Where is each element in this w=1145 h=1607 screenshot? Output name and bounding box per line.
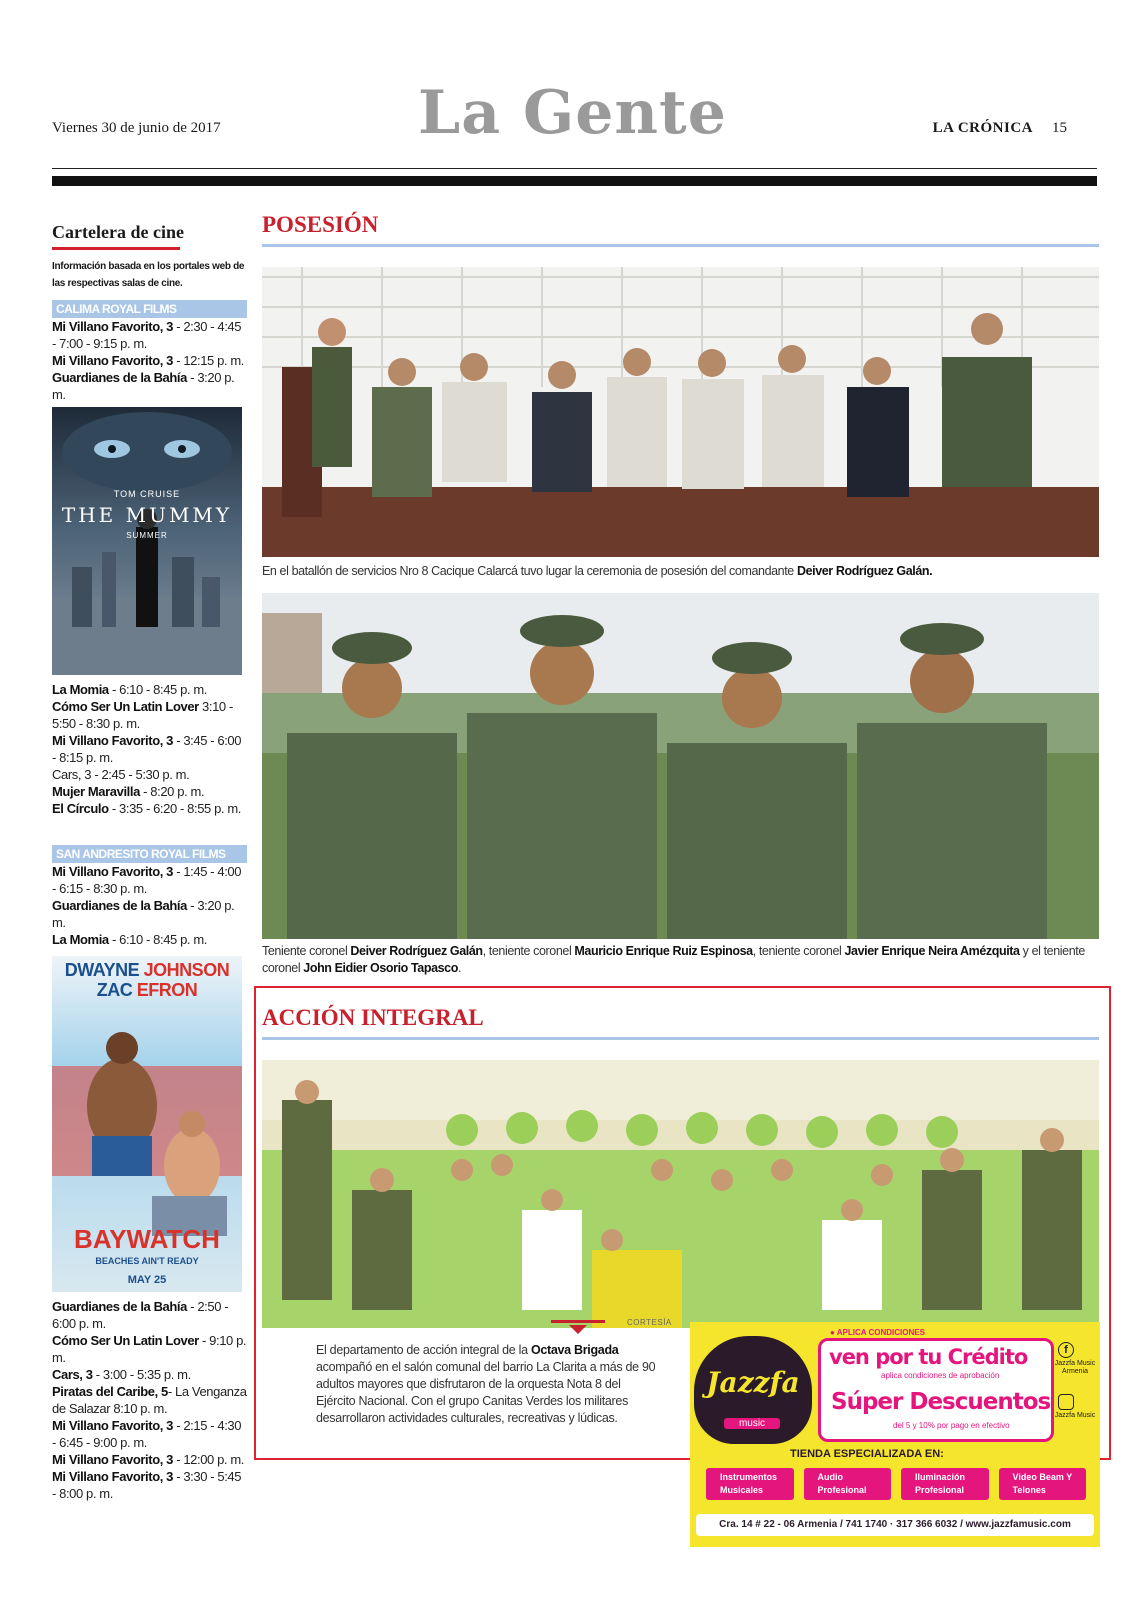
showtimes: - 2:15 - 4:30 - 6:45 - 9:00 p. m. <box>52 1418 242 1450</box>
text-run: , teniente coronel <box>752 944 845 958</box>
caption-text: En el batallón de servicios Nro 8 Cacique Calarcá tuvo lugar la ceremonia de posesión del comandante <box>262 564 797 578</box>
showtimes: - 12:15 p. m. <box>172 353 244 368</box>
showtimes: - 2:50 - 6:00 p. m. <box>52 1299 229 1331</box>
listing-item <box>52 1468 247 1502</box>
header-rule-thick <box>52 176 1097 186</box>
ad-brand-sub: music <box>724 1418 780 1429</box>
movie-title: Guardianes de la Bahía <box>52 370 187 385</box>
listing-item <box>52 318 247 352</box>
text-run: , teniente coronel <box>482 944 575 958</box>
ad-headline-1: ven por tu Crédito <box>829 1345 1028 1369</box>
movie-title: Mi Villano Favorito, 3 <box>52 1418 173 1433</box>
showtimes: - 3:00 - 5:35 p. m. <box>92 1367 191 1382</box>
showtimes: - 3:35 - 6:20 - 8:55 p. m. <box>108 801 241 816</box>
page-number: 15 <box>1052 120 1067 136</box>
page-date: Viernes 30 de junio de 2017 <box>52 120 221 136</box>
movie-title: Mi Villano Favorito, 3 <box>52 353 173 368</box>
showtimes: - 1:45 - 4:00 - 6:15 - 8:30 p. m. <box>52 864 242 896</box>
showtimes: Cars, 3 - 2:45 - 5:30 p. m. <box>52 767 190 782</box>
actor-first-name: DWAYNE <box>64 960 140 980</box>
listing-item <box>52 1451 247 1468</box>
poster-sub: SUMMER <box>126 531 168 540</box>
showtimes: 3:10 - 5:50 - 8:30 p. m. <box>52 699 233 731</box>
listing-item <box>52 1383 247 1417</box>
actor-last-name: EFRON <box>136 980 198 1000</box>
poster-names <box>52 960 242 1000</box>
listing-item <box>52 897 247 931</box>
ad-brand: Jazzfa <box>706 1366 800 1399</box>
jazzfa-advertisement[interactable] <box>690 1322 1100 1547</box>
section-heading-posesion: POSESIÓN <box>262 212 379 237</box>
listing-item <box>52 931 247 948</box>
listing-block <box>52 318 247 403</box>
showtimes: - 6:10 - 8:45 p. m. <box>108 682 207 697</box>
ad-headline-2: Súper Descuentos <box>831 1389 1051 1415</box>
movie-title: El Círculo <box>52 801 109 816</box>
bold-text: John Eidier Osorio Tapasco <box>303 961 458 975</box>
movie-poster-baywatch <box>52 956 242 1292</box>
listing-item <box>52 681 247 698</box>
ad-category: Video Beam Y Telones <box>999 1468 1087 1500</box>
listing-block <box>52 863 247 948</box>
showtimes: - La Venganza de Salazar 8:10 p. m. <box>52 1384 247 1416</box>
photo-credit: CORTESÍA <box>627 1318 672 1327</box>
movie-title: Mi Villano Favorito, 3 <box>52 864 173 879</box>
caption-name: Deiver Rodríguez Galán. <box>796 564 933 578</box>
text-run: El departamento de acción integral de la <box>316 1343 531 1357</box>
instagram-icon[interactable] <box>1058 1394 1074 1410</box>
ad-social-2: Jazzfa Music <box>1054 1412 1096 1419</box>
showtimes: - 12:00 p. m. <box>172 1452 244 1467</box>
ad-category: Iluminación Profesional <box>901 1468 989 1500</box>
ad-store-label: TIENDA ESPECIALIZADA EN: <box>790 1448 944 1460</box>
movie-title: Mi Villano Favorito, 3 <box>52 733 173 748</box>
listing-item <box>52 369 247 403</box>
listing-item <box>52 1298 247 1332</box>
showtimes: - 3:20 p. m. <box>52 898 235 930</box>
text-run: y el teniente coronel <box>262 944 1085 975</box>
ad-credit-box <box>818 1338 1054 1442</box>
movie-title: La Momia <box>52 682 109 697</box>
showtimes: - 3:45 - 6:00 - 8:15 p. m. <box>52 733 242 765</box>
bold-text: Javier Enrique Neira Amézquita <box>844 944 1020 958</box>
movie-title: Cómo Ser Un Latin Lover <box>52 1333 199 1348</box>
heading-rule <box>262 244 1099 247</box>
listing-item <box>52 766 247 783</box>
movie-title: Mujer Maravilla <box>52 784 140 799</box>
showtimes: - 9:10 p. m. <box>52 1333 247 1365</box>
movie-title: Mi Villano Favorito, 3 <box>52 1452 173 1467</box>
sidebar-note: Información basada en los portales web de las respectivas salas de cine. <box>52 261 245 289</box>
poster-title: BAYWATCH <box>74 1224 220 1254</box>
listing-item <box>52 783 247 800</box>
cinema-listings-sidebar <box>52 222 247 1502</box>
sidebar-title: Cartelera de cine <box>52 222 184 242</box>
listing-item <box>52 863 247 897</box>
movie-title: Mi Villano Favorito, 3 <box>52 319 173 334</box>
listing-item <box>52 732 247 766</box>
section-heading-accion: ACCIÓN INTEGRAL <box>262 1005 484 1030</box>
poster-date: MAY 25 <box>127 1274 167 1286</box>
listing-item <box>52 1417 247 1451</box>
ad-logo <box>694 1336 812 1444</box>
header-rule-thin <box>52 168 1097 169</box>
cinema-header-calima: CALIMA ROYAL FILMS <box>52 300 247 318</box>
listing-item <box>52 1366 247 1383</box>
poster-title: THE MUMMY <box>61 503 233 527</box>
showtimes: - 3:30 - 5:45 - 8:00 p. m. <box>52 1469 242 1501</box>
photo-caption-2 <box>262 943 1092 977</box>
text-run: acompañó en el salón comunal del barrio La Clarita a más de 90 adultos mayores que disfrutaron de la orquesta Nota 8 del Ejército Nacional. Con el grupo Canitas Verdes los militares desarrollaron actividades culturales, recreativas y lúdicas. <box>316 1360 656 1425</box>
movie-title: Guardianes de la Bahía <box>52 1299 187 1314</box>
movie-poster-mummy <box>52 407 242 675</box>
bold-text: Octava Brigada <box>530 1343 619 1357</box>
listing-item <box>52 352 247 369</box>
facebook-icon[interactable]: f <box>1058 1342 1074 1358</box>
movie-title: Piratas del Caribe, 5 <box>52 1384 168 1399</box>
text-run: Teniente coronel <box>262 944 351 958</box>
newspaper-name: LA CRÓNICA <box>932 120 1033 136</box>
ad-category: Instrumentos Musicales <box>706 1468 794 1500</box>
listing-item <box>52 800 247 817</box>
sidebar-title-rule <box>52 247 180 250</box>
showtimes: - 3:20 p. m. <box>52 370 235 402</box>
ad-category: Audio Profesional <box>804 1468 892 1500</box>
text-run: . <box>457 961 462 975</box>
ad-social-1: Jazzfa Music Armenia <box>1054 1360 1096 1375</box>
listing-block <box>52 681 247 817</box>
photo-ceremony <box>262 267 1099 557</box>
ad-conditions: ● APLICA CONDICIONES <box>830 1328 925 1337</box>
movie-title: La Momia <box>52 932 109 947</box>
photo-officers <box>262 593 1099 939</box>
showtimes: - 6:10 - 8:45 p. m. <box>108 932 207 947</box>
ad-categories <box>706 1468 1086 1500</box>
cinema-header-sanandresito: SAN ANDRESITO ROYAL FILMS <box>52 845 247 863</box>
ad-footer: Cra. 14 # 22 - 06 Armenia / 741 1740 · 317 366 6032 / www.jazzfamusic.com <box>696 1514 1094 1536</box>
listing-item <box>52 1332 247 1366</box>
showtimes: - 8:20 p. m. <box>139 784 205 799</box>
ad-sub-1: aplica condiciones de aprobación <box>881 1371 1000 1380</box>
movie-title: Mi Villano Favorito, 3 <box>52 1469 173 1484</box>
section-title: La Gente <box>418 78 727 148</box>
caption-arrow-icon <box>551 1320 605 1336</box>
photo-caption-1 <box>262 563 1099 580</box>
listing-block <box>52 1298 247 1502</box>
poster-star: TOM CRUISE <box>113 489 181 499</box>
bold-text: Deiver Rodríguez Galán <box>350 944 483 958</box>
listing-item <box>52 698 247 732</box>
movie-title: Guardianes de la Bahía <box>52 898 187 913</box>
accion-story-text <box>316 1342 656 1427</box>
ad-sub-2: del 5 y 10% por pago en efectivo <box>893 1421 1010 1430</box>
movie-title: Cómo Ser Un Latin Lover <box>52 699 199 714</box>
showtimes: - 2:30 - 4:45 - 7:00 - 9:15 p. m. <box>52 319 242 351</box>
actor-last-name: JOHNSON <box>143 960 230 980</box>
actor-first-name: ZAC <box>96 980 133 1000</box>
movie-title: Cars, 3 <box>52 1367 93 1382</box>
poster-tagline: BEACHES AIN'T READY <box>95 1256 199 1266</box>
bold-text: Mauricio Enrique Ruiz Espinosa <box>574 944 753 958</box>
